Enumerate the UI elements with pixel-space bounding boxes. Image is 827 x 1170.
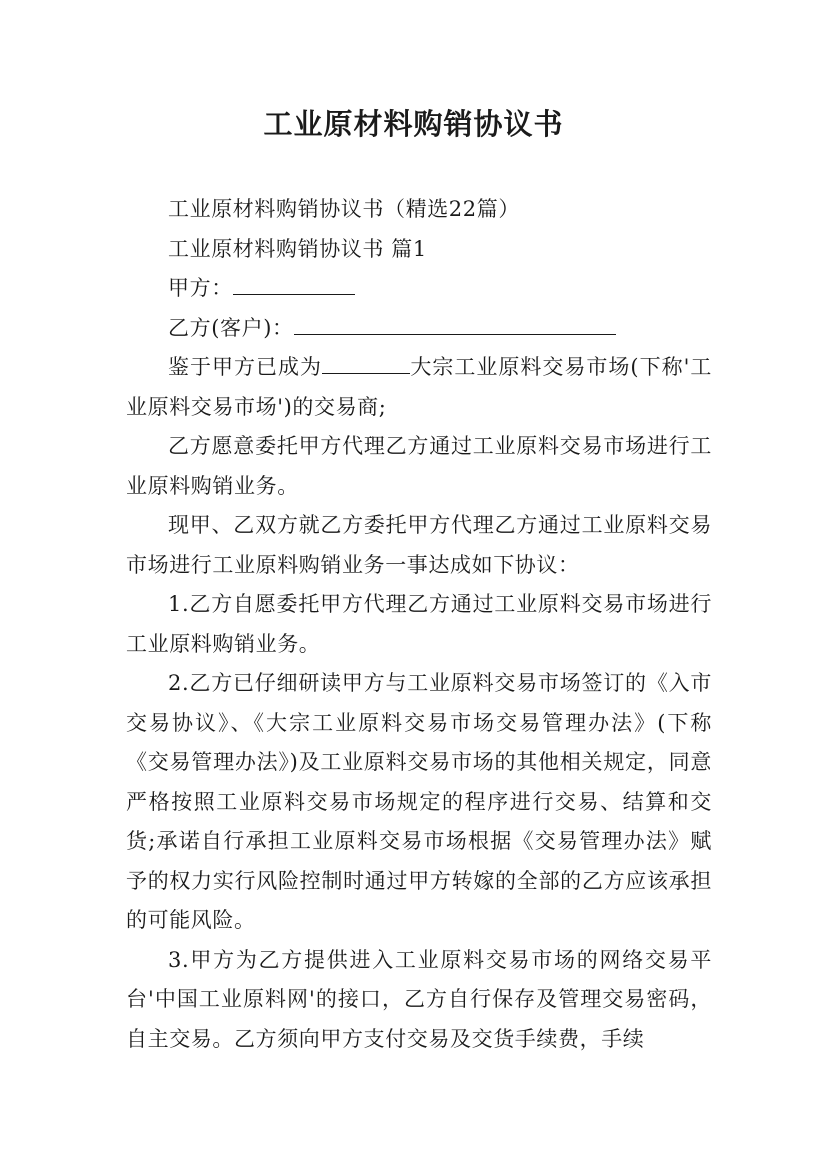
party-a-blank xyxy=(233,272,355,295)
party-b-line xyxy=(126,309,712,349)
market-name-blank xyxy=(322,351,410,374)
clause-2: 2.乙方已仔细研读甲方与工业原料交易市场签订的《入市交易协议》、《大宗工业原料交易市场交易管理办法》(下称《交易管理办法》)及工业原料交易市场的其他相关规定，同意严格按照工业原料交易市场规定的程序进行交易、结算和交货;承诺自行承担工业原料交易市场根据《交易管理办法》赋予的权力实行风险控制时通过甲方转嫁的全部的乙方应该承担的可能风险。 xyxy=(126,671,712,932)
document-title: 工业原材料购销协议书 xyxy=(263,107,564,141)
agreement-paragraph: 现甲、乙双方就乙方委托甲方代理乙方通过工业原料交易市场进行工业原料购销业务一事达成如下协议： xyxy=(126,513,712,577)
clause-3: 3.甲方为乙方提供进入工业原料交易市场的网络交易平台'中国工业原料网'的接口，乙方自行保存及管理交易密码，自主交易。乙方须向甲方支付交易及交货手续费，手续 xyxy=(126,947,712,1051)
intro-text-pre: 鉴于甲方已成为 xyxy=(168,355,323,379)
willing-paragraph: 乙方愿意委托甲方代理乙方通过工业原料交易市场进行工业原料购销业务。 xyxy=(126,434,712,498)
document-body xyxy=(126,190,712,1059)
party-b-label: 乙方(客户)： xyxy=(168,315,294,340)
section-heading: 工业原材料购销协议书 篇1 xyxy=(168,236,427,261)
subtitle-line: 工业原材料购销协议书（精选22篇） xyxy=(168,197,520,221)
intro-paragraph xyxy=(126,348,712,427)
party-b-blank xyxy=(294,312,616,335)
party-a-label: 甲方： xyxy=(168,276,233,300)
clause-1: 1.乙方自愿委托甲方代理乙方通过工业原料交易市场进行工业原料购销业务。 xyxy=(126,592,712,656)
intro-text-post: 大宗工业原料交易市场(下称'工业原料交易市场')的交易商; xyxy=(126,355,712,419)
party-a-line xyxy=(126,269,712,309)
